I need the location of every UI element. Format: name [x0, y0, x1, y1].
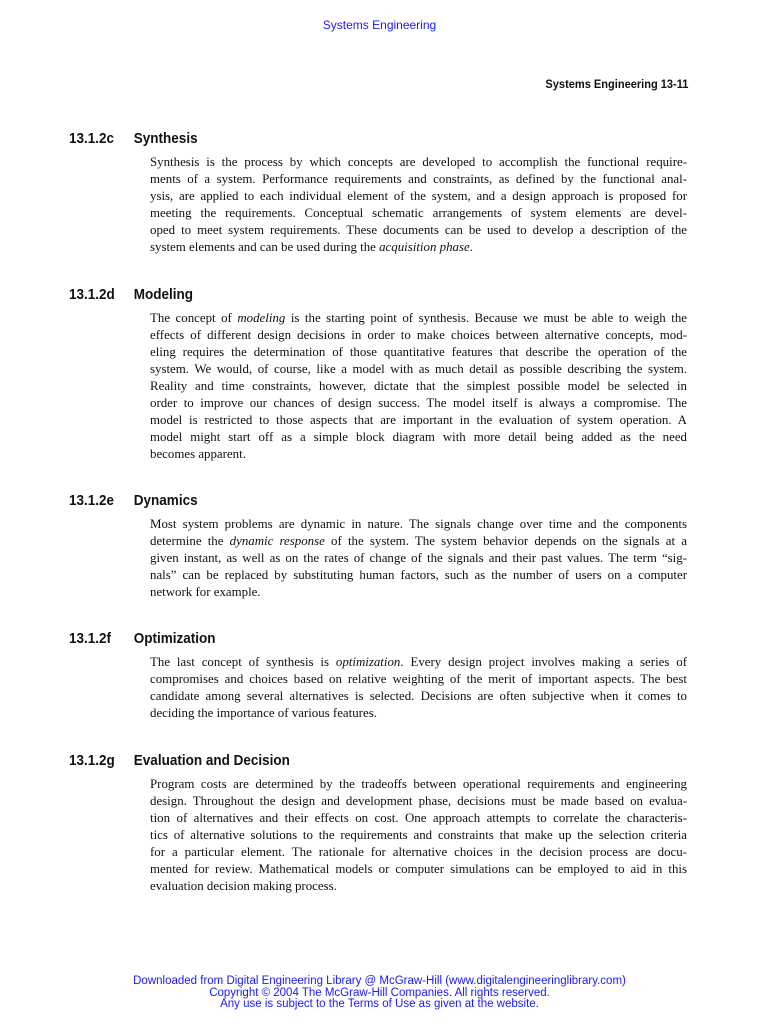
section-heading — [69, 492, 198, 509]
body-line: Most system problems are dynamic in nature. The signals change over time and the components — [150, 517, 687, 531]
body-line: meeting the requirements. Conceptual schematic arrangements of system elements are devel- — [150, 206, 687, 220]
body-line: network for example. — [150, 585, 261, 599]
section-body — [150, 654, 687, 722]
top-source-link[interactable]: Systems Engineering — [322, 18, 437, 32]
body-line: The concept of modeling is the starting point of synthesis. Because we must be able to weigh the — [150, 311, 687, 325]
section-title: Evaluation and Decision — [133, 752, 290, 769]
section-heading — [69, 286, 193, 303]
footer-notice — [0, 976, 759, 1011]
body-line: system elements and can be used during the acquisition phase. — [150, 240, 473, 254]
section-number: 13.1.2g — [69, 752, 115, 769]
section-title: Optimization — [133, 630, 216, 647]
body-line: evaluation decision making process. — [150, 879, 337, 893]
body-line: oped to meet system requirements. These documents can be used to develop a description of the — [150, 223, 687, 237]
section-body — [150, 516, 687, 601]
body-line: mented for review. Mathematical models or computer simulations can be employed to aid in this — [150, 862, 687, 876]
footer-terms[interactable]: Any use is subject to the Terms of Use as given at the website. — [220, 998, 539, 1010]
term-optimization: optimization — [335, 655, 401, 669]
body-line: determine the dynamic response of the system. The system behavior depends on the signals at a — [150, 534, 687, 548]
section-number: 13.1.2e — [69, 492, 115, 509]
body-line: model might start off as a simple block diagram with more detail being added as the need — [150, 430, 687, 444]
section-number: 13.1.2d — [69, 286, 115, 303]
section-number: 13.1.2f — [69, 630, 112, 647]
running-head: Systems Engineering 13-11 — [545, 77, 688, 91]
body-line: ysis, are applied to each individual element of the system, and a design approach is proposed for — [150, 189, 687, 203]
body-line: model is restricted to those aspects that are important in the evaluation of system operation. A — [150, 413, 687, 427]
section-heading — [69, 130, 198, 147]
body-line: effects of different design decisions in order to make choices between alternative concepts, mod- — [150, 328, 687, 342]
body-line: Reality and time constraints, however, dictate that the simplest possible model be selected in — [150, 379, 687, 393]
term-acquisition-phase: acquisition phase — [379, 240, 470, 254]
body-line: design. Throughout the design and development phase, decisions must be made based on evalua- — [150, 794, 687, 808]
body-line: system. We would, of course, like a model with as much detail as possible describing the system. — [150, 362, 687, 376]
body-line: tics of alternative solutions to the requirements and constraints that make up the selection criteria — [150, 828, 687, 842]
body-line: order to improve our chances of design success. The model itself is always a compromise. The — [150, 396, 687, 410]
body-line: Program costs are determined by the tradeoffs between operational requirements and engineering — [150, 777, 687, 791]
section-heading — [69, 630, 216, 647]
term-modeling: modeling — [237, 311, 286, 325]
body-line: tion of alternatives and their effects on cost. One approach attempts to correlate the characteris- — [150, 811, 687, 825]
section-heading — [69, 752, 290, 769]
body-line: ments of a system. Performance requirements and constraints, as defined by the functional anal- — [150, 172, 687, 186]
section-body — [150, 310, 687, 463]
section-title: Dynamics — [133, 492, 198, 509]
body-line: for a particular element. The rationale for alternative choices in the decision process are docu- — [150, 845, 687, 859]
section-body — [150, 776, 687, 895]
body-line: Synthesis is the process by which concepts are developed to accomplish the functional require- — [150, 155, 687, 169]
term-dynamic-response: dynamic response — [229, 534, 325, 548]
body-line: The last concept of synthesis is optimization. Every design project involves making a series of — [150, 655, 688, 669]
body-line: becomes apparent. — [150, 447, 246, 461]
body-line: compromises and choices based on relative weighting of the merit of important aspects. The best — [150, 672, 687, 686]
body-line: given instant, as well as on the rates of change of the signals and their past values. The term “sig- — [150, 551, 687, 565]
body-line: deciding the importance of various features. — [150, 706, 377, 720]
footer-copyright: Copyright © 2004 The McGraw-Hill Companies. All rights reserved. — [209, 986, 550, 999]
body-line: nals” can be replaced by substituting human factors, such as the number of users on a computer — [150, 568, 687, 582]
body-line: candidate among several alternatives is selected. Decisions are often subjective when it comes to — [150, 689, 687, 703]
section-title: Modeling — [133, 286, 194, 303]
section-body — [150, 154, 687, 256]
section-title: Synthesis — [133, 130, 198, 147]
body-line: eling requires the determination of those quantitative features that describe the operation of the — [150, 345, 687, 359]
section-number: 13.1.2c — [69, 130, 115, 147]
footer-download-link[interactable]: Downloaded from Digital Engineering Library @ McGraw-Hill (www.digitalengineeringlibrary.com) — [133, 975, 626, 987]
